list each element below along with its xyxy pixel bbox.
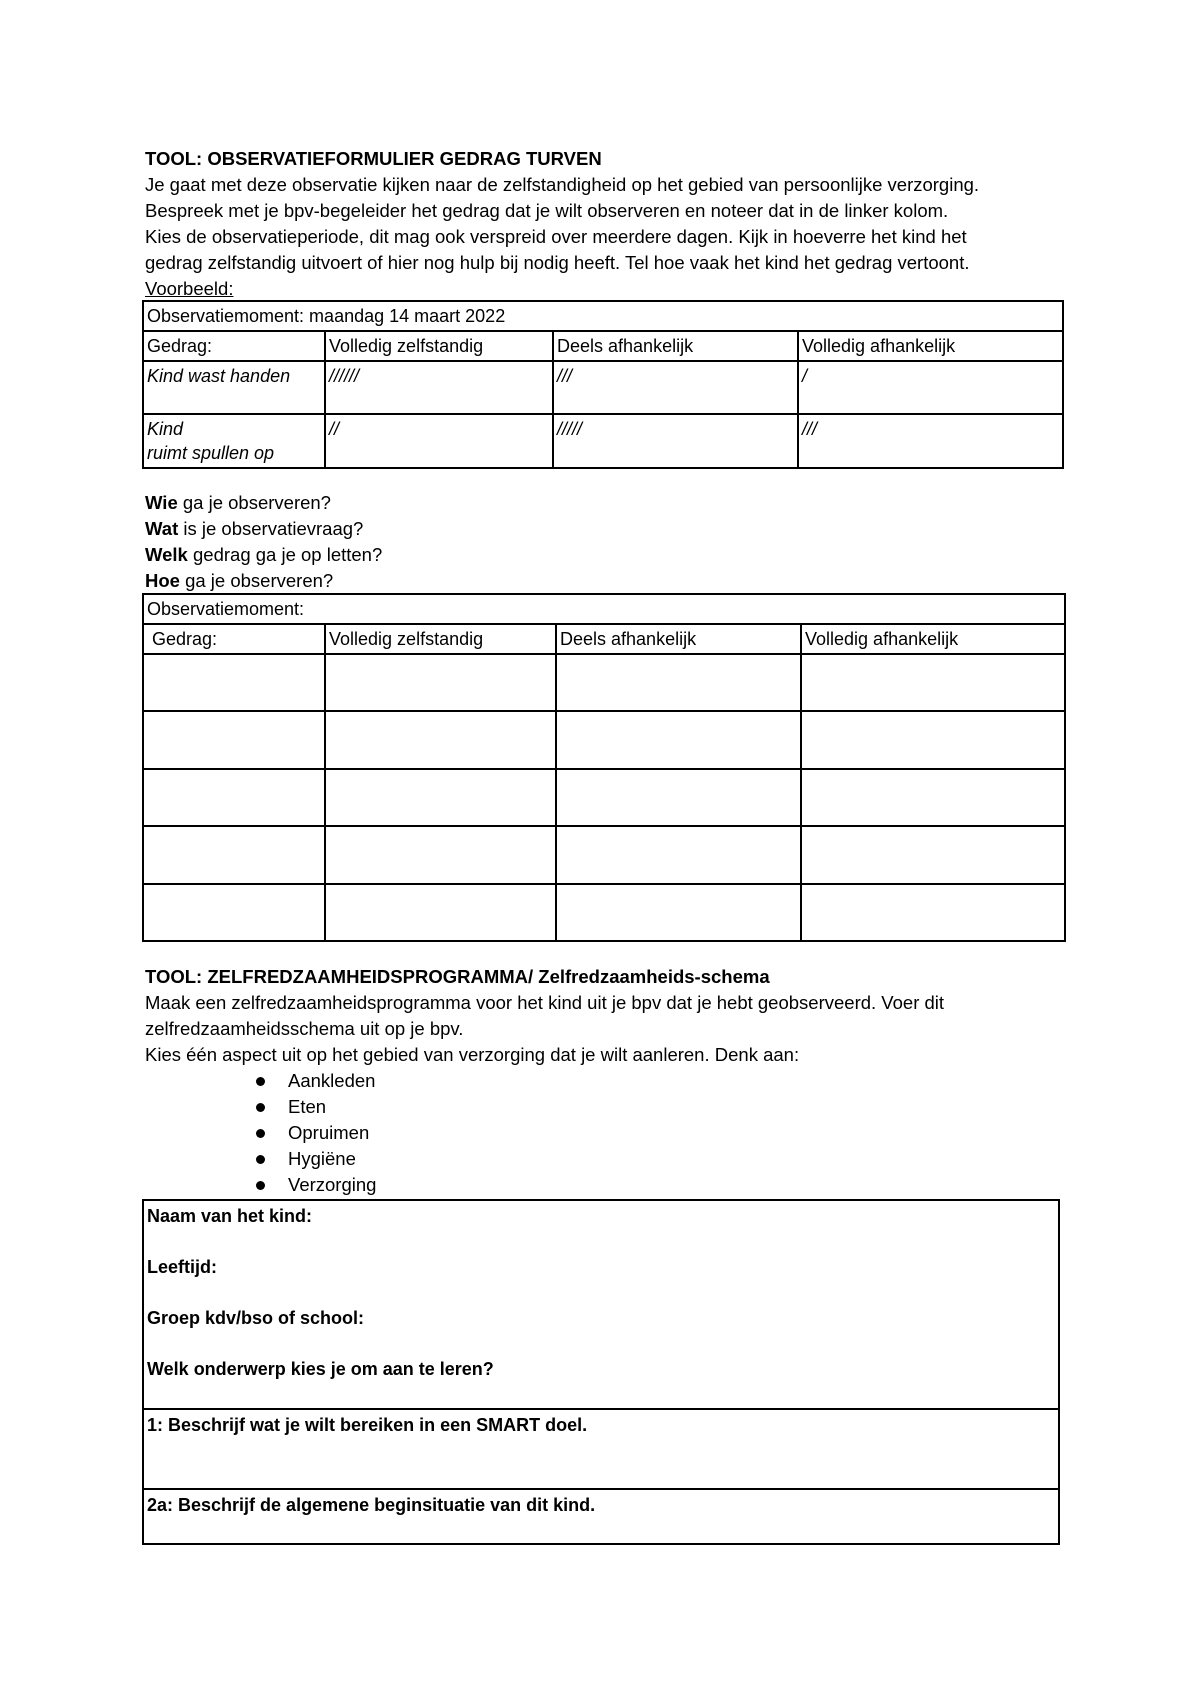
observation-moment: Observatiemoment: (143, 594, 1065, 624)
bullet-icon (256, 1155, 265, 1164)
tally-cell: /// (553, 361, 798, 414)
empty-cell[interactable] (325, 884, 556, 941)
empty-cell[interactable] (143, 826, 325, 884)
field-name: Naam van het kind: (147, 1206, 313, 1226)
empty-cell[interactable] (325, 769, 556, 826)
section2-line: Kies één aspect uit op het gebied van verzorging dat je wilt aanleren. Denk aan: (145, 1044, 800, 1065)
empty-cell[interactable] (556, 884, 801, 941)
list-item-label: Hygiëne (288, 1148, 356, 1169)
tally-cell: ///// (553, 414, 798, 468)
tally-cell: /// (798, 414, 1063, 468)
header-volledig-zelfstandig: Volledig zelfstandig (325, 331, 553, 361)
section1-title: TOOL: OBSERVATIEFORMULIER GEDRAG TURVEN (145, 148, 602, 169)
behavior-text: ruimt spullen op (147, 443, 275, 463)
observation-moment: Observatiemoment: maandag 14 maart 2022 (143, 301, 1063, 331)
behavior-cell (143, 414, 325, 468)
aspect-list (248, 1068, 376, 1198)
bullet-icon (256, 1103, 265, 1112)
initial-situation-box (142, 1488, 1060, 1545)
list-item (248, 1172, 376, 1198)
list-item-label: Eten (288, 1096, 327, 1117)
empty-cell[interactable] (801, 884, 1065, 941)
empty-cell[interactable] (143, 711, 325, 769)
tally-cell: ////// (325, 361, 553, 414)
example-table (142, 300, 1064, 469)
empty-cell[interactable] (556, 769, 801, 826)
field-age: Leeftijd: (147, 1257, 217, 1277)
header-gedrag: Gedrag: (143, 331, 325, 361)
section2-line: Maak een zelfredzaamheidsprogramma voor het kind uit je bpv dat je hebt geobserveerd. Voer dit (145, 992, 945, 1013)
table-row (143, 414, 1063, 468)
empty-cell[interactable] (556, 826, 801, 884)
question-text: ga je observeren? (177, 492, 331, 513)
behavior-cell (143, 361, 325, 414)
header-gedrag: Gedrag: (143, 624, 325, 654)
section1-line: Kies de observatieperiode, dit mag ook verspreid over meerdere dagen. Kijk in hoeverre het kind het (145, 226, 967, 247)
list-item-label: Opruimen (288, 1122, 370, 1143)
field-group: Groep kdv/bso of school: (147, 1308, 365, 1328)
header-deels-afhankelijk: Deels afhankelijk (553, 331, 798, 361)
section1-line: Bespreek met je bpv-begeleider het gedrag dat je wilt observeren en noteer dat in de linker kolom. (145, 200, 949, 221)
bullet-icon (256, 1077, 265, 1086)
question-line (145, 490, 331, 516)
tally-cell: / (798, 361, 1063, 414)
header-deels-afhankelijk: Deels afhankelijk (556, 624, 801, 654)
question-text: is je observatievraag? (178, 518, 364, 539)
blank-observation-table (142, 593, 1066, 942)
empty-cell[interactable] (143, 769, 325, 826)
question-line (145, 568, 333, 594)
table-row (143, 769, 1065, 826)
header-volledig-afhankelijk: Volledig afhankelijk (798, 331, 1063, 361)
question-keyword: Wat (145, 518, 179, 539)
smart-goal-question: 1: Beschrijf wat je wilt bereiken in een SMART doel. (147, 1415, 588, 1435)
question-text: ga je observeren? (179, 570, 334, 591)
table-row (143, 884, 1065, 941)
smart-goal-box (142, 1408, 1060, 1490)
section1-line: Je gaat met deze observatie kijken naar de zelfstandigheid op het gebied van persoonlijke verzorging. (145, 174, 980, 195)
header-volledig-zelfstandig: Volledig zelfstandig (325, 624, 556, 654)
initial-situation-question: 2a: Beschrijf de algemene beginsituatie van dit kind. (147, 1495, 596, 1515)
example-label: Voorbeeld: (145, 278, 234, 299)
behavior-text: Kind wast handen (147, 366, 291, 386)
empty-cell[interactable] (801, 769, 1065, 826)
child-info-box (142, 1199, 1060, 1410)
header-volledig-afhankelijk: Volledig afhankelijk (801, 624, 1065, 654)
list-item-label: Aankleden (288, 1070, 376, 1091)
empty-cell[interactable] (143, 654, 325, 711)
section2-line: zelfredzaamheidsschema uit op je bpv. (145, 1018, 464, 1039)
empty-cell[interactable] (143, 884, 325, 941)
empty-cell[interactable] (801, 826, 1065, 884)
question-keyword: Hoe (145, 570, 180, 591)
section2-title: TOOL: ZELFREDZAAMHEIDSPROGRAMMA/ Zelfredzaamheids-schema (145, 966, 770, 987)
list-item-label: Verzorging (288, 1174, 377, 1195)
list-item (248, 1094, 376, 1120)
table-row (143, 361, 1063, 414)
empty-cell[interactable] (556, 654, 801, 711)
empty-cell[interactable] (325, 711, 556, 769)
question-line (145, 542, 382, 568)
bullet-icon (256, 1129, 265, 1138)
table-row (143, 711, 1065, 769)
question-keyword: Wie (145, 492, 178, 513)
table-row (143, 654, 1065, 711)
list-item (248, 1068, 376, 1094)
empty-cell[interactable] (556, 711, 801, 769)
bullet-icon (256, 1181, 265, 1190)
question-line (145, 516, 363, 542)
tally-cell: // (325, 414, 553, 468)
table-row (143, 826, 1065, 884)
empty-cell[interactable] (325, 654, 556, 711)
empty-cell[interactable] (325, 826, 556, 884)
list-item (248, 1146, 376, 1172)
empty-cell[interactable] (801, 711, 1065, 769)
question-text: gedrag ga je op letten? (187, 544, 383, 565)
section1-line: gedrag zelfstandig uitvoert of hier nog hulp bij nodig heeft. Tel hoe vaak het kind het gedrag vertoont. (145, 252, 970, 273)
list-item (248, 1120, 376, 1146)
empty-cell[interactable] (801, 654, 1065, 711)
behavior-text: Kind (147, 419, 184, 439)
field-topic: Welk onderwerp kies je om aan te leren? (147, 1359, 494, 1379)
question-keyword: Welk (145, 544, 188, 565)
